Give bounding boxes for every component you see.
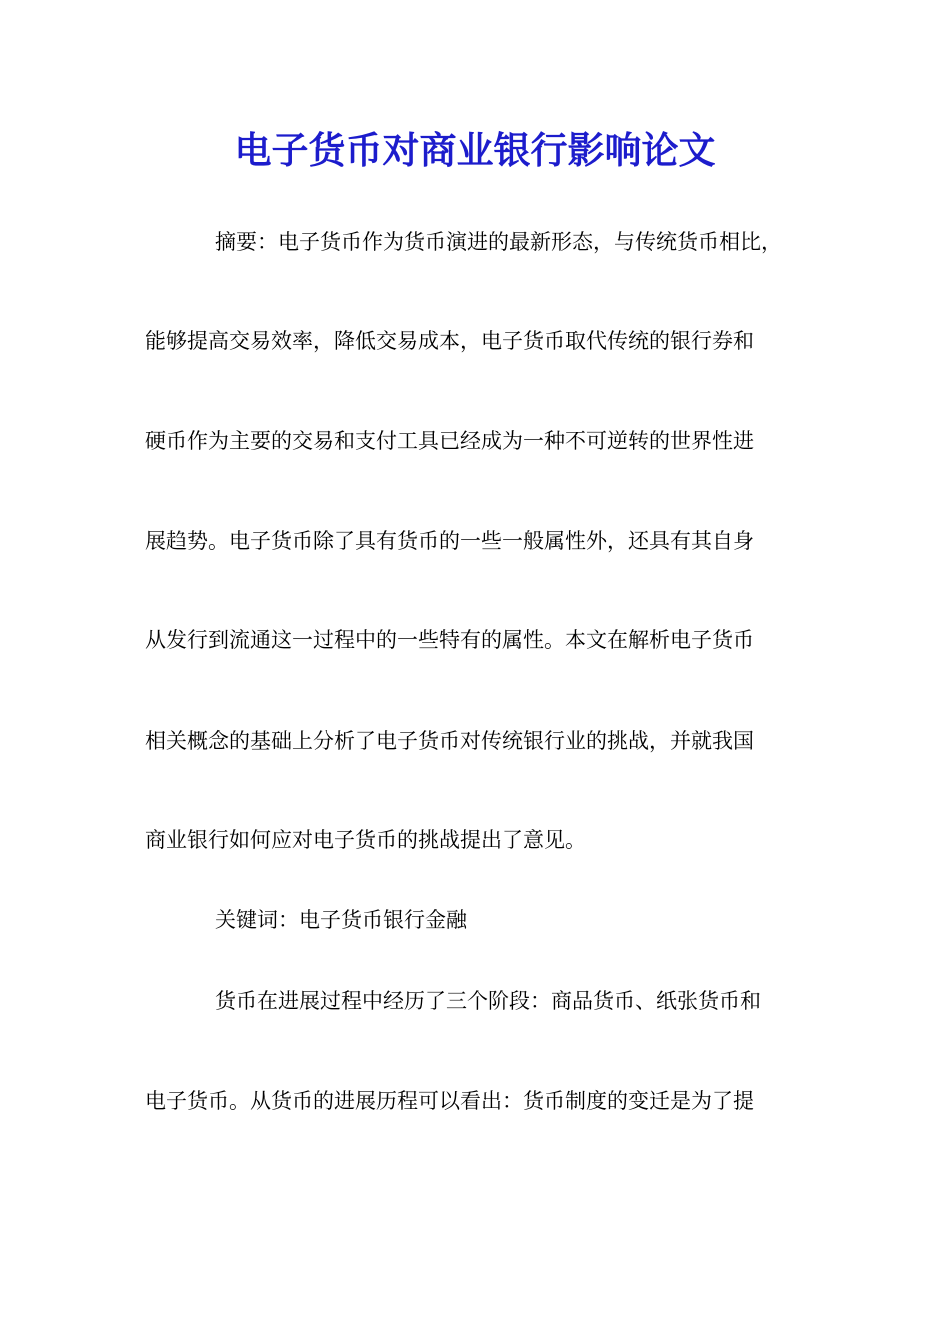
abstract-line: 展趋势。电子货币除了具有货币的一些一般属性外，还具有其自身 <box>145 529 754 553</box>
body-line: 货币在进展过程中经历了三个阶段：商品货币、纸张货币和 <box>215 989 761 1013</box>
keywords-line: 关键词：电子货币银行金融 <box>215 908 467 932</box>
abstract-line: 相关概念的基础上分析了电子货币对传统银行业的挑战，并就我国 <box>145 729 754 753</box>
abstract-line: 商业银行如何应对电子货币的挑战提出了意见。 <box>145 828 586 852</box>
abstract-line: 能够提高交易效率，降低交易成本，电子货币取代传统的银行券和 <box>145 329 754 353</box>
abstract-line: 从发行到流通这一过程中的一些特有的属性。本文在解析电子货币 <box>145 628 754 652</box>
abstract-line: 硬币作为主要的交易和支付工具已经成为一种不可逆转的世界性进 <box>145 429 754 453</box>
body-line: 电子货币。从货币的进展历程可以看出：货币制度的变迁是为了提 <box>145 1089 754 1113</box>
document-title: 电子货币对商业银行影响论文 <box>234 128 716 172</box>
abstract-line: 摘要：电子货币作为货币演进的最新形态，与传统货币相比， <box>215 230 782 254</box>
